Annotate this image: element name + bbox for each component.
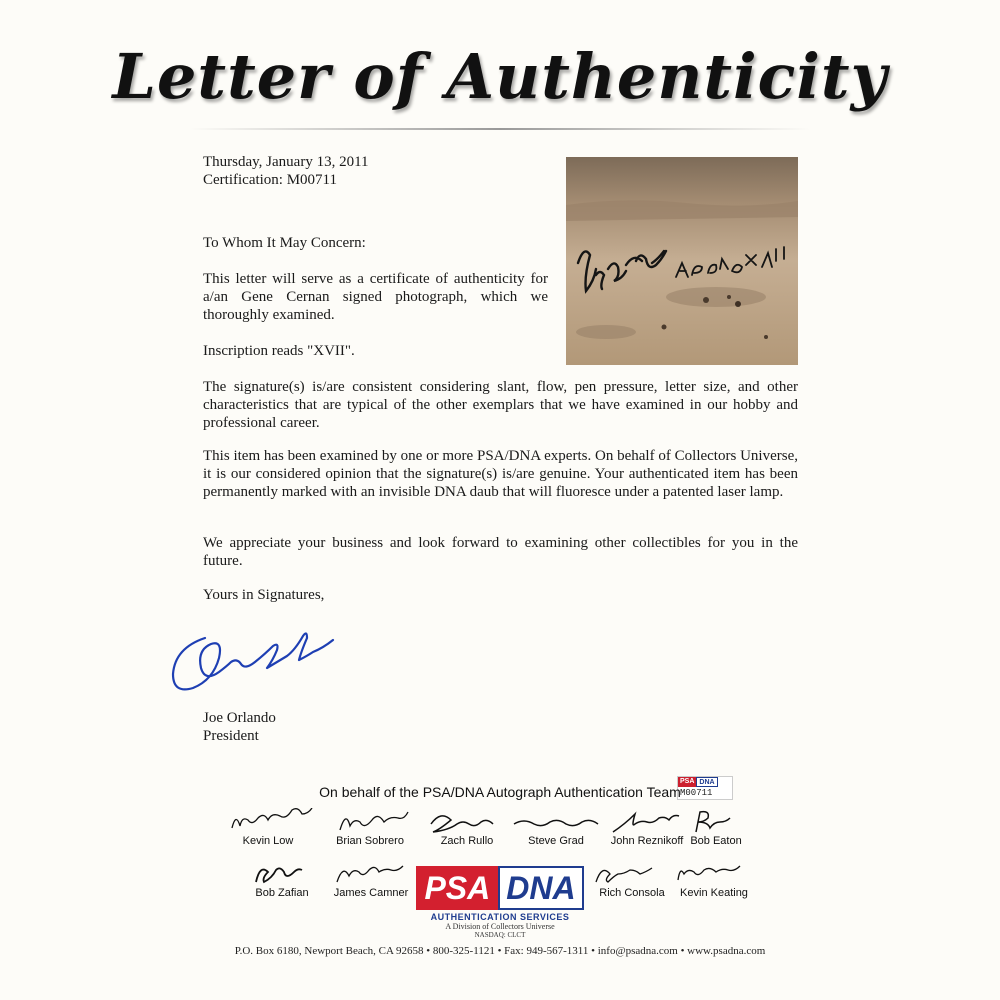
member-name: Steve Grad xyxy=(528,835,584,847)
team-member xyxy=(664,860,764,906)
member-name: John Reznikoff xyxy=(610,835,684,847)
letter-meta xyxy=(203,153,369,189)
team-member xyxy=(506,808,606,854)
logo-dna: DNA xyxy=(498,866,583,910)
member-name: Kevin Keating xyxy=(680,887,748,899)
member-name: Rich Consola xyxy=(599,887,665,899)
sticker-dna: DNA xyxy=(696,777,717,787)
team-member xyxy=(232,860,332,906)
team-signature xyxy=(218,808,318,836)
closing-line: Yours in Signatures, xyxy=(203,587,325,603)
member-name: Brian Sobrero xyxy=(336,835,404,847)
sticker-code: M00711 xyxy=(680,788,713,798)
team-member xyxy=(321,860,421,906)
team-signature xyxy=(506,808,606,836)
intro-paragraph: This letter will serve as a certificate of authenticity for a/an Gene Cernan signed photograph, which we thoroughly examined. xyxy=(203,271,548,323)
team-signature xyxy=(320,808,420,836)
member-name: James Camner xyxy=(333,887,409,899)
lunar-surface-photo xyxy=(566,157,798,365)
sticker-psa: PSA xyxy=(680,778,695,785)
member-name: Bob Zafian xyxy=(255,887,309,899)
member-name: Kevin Low xyxy=(242,835,294,847)
contact-footer: P.O. Box 6180, Newport Beach, CA 92658 • 800-325-1121 • Fax: 949-567-1311 • info@psadna.com • www.psadna.com xyxy=(234,945,766,957)
president-signature xyxy=(165,620,355,700)
logo-nasdaq: NASDAQ: CLCT xyxy=(474,931,526,939)
logo-psa: PSA xyxy=(416,866,498,910)
logo-services: AUTHENTICATION SERVICES xyxy=(430,912,570,922)
signed-photograph xyxy=(566,157,798,365)
team-signature xyxy=(321,860,421,888)
signer-block xyxy=(203,709,276,745)
team-signature xyxy=(666,808,766,836)
letter-title: Letter of Authenticity xyxy=(112,40,888,113)
member-name: Zach Rullo xyxy=(440,835,494,847)
inscription-paragraph: Inscription reads "XVII". xyxy=(203,343,355,359)
letter-date: Thursday, January 13, 2011 xyxy=(203,154,369,170)
psa-dna-logo xyxy=(420,866,580,939)
logo-wordmark xyxy=(420,866,580,910)
certification-number: Certification: M00711 xyxy=(203,172,338,188)
team-member xyxy=(417,808,517,854)
logo-division: A Division of Collectors Universe xyxy=(445,922,555,931)
team-member xyxy=(218,808,318,854)
signature-analysis-paragraph: The signature(s) is/are consistent considering slant, flow, pen pressure, letter size, and other characteristics that are typical of the other exemplars that we have examined in our hobby and professional career. xyxy=(203,379,798,431)
team-member xyxy=(666,808,766,854)
team-heading: On behalf of the PSA/DNA Autograph Authentication Team xyxy=(319,784,681,800)
signer-name: Joe Orlando xyxy=(203,710,276,726)
team-signature xyxy=(232,860,332,888)
title-divider xyxy=(190,128,810,130)
thanks-paragraph: We appreciate your business and look forward to examining other collectibles for you in the future. xyxy=(203,535,798,569)
team-signature xyxy=(664,860,764,888)
member-name: Bob Eaton xyxy=(690,835,742,847)
salutation: To Whom It May Concern: xyxy=(203,235,366,251)
team-signature xyxy=(417,808,517,836)
signer-title: President xyxy=(203,728,259,744)
examination-paragraph: This item has been examined by one or more PSA/DNA experts. On behalf of Collectors Universe, it is our considered opinion that the signature(s) is/are genuine. Your authenticated item has been permanently marked with an invisible DNA daub that will fluoresce under a patented laser lamp. xyxy=(203,448,798,500)
team-member xyxy=(320,808,420,854)
